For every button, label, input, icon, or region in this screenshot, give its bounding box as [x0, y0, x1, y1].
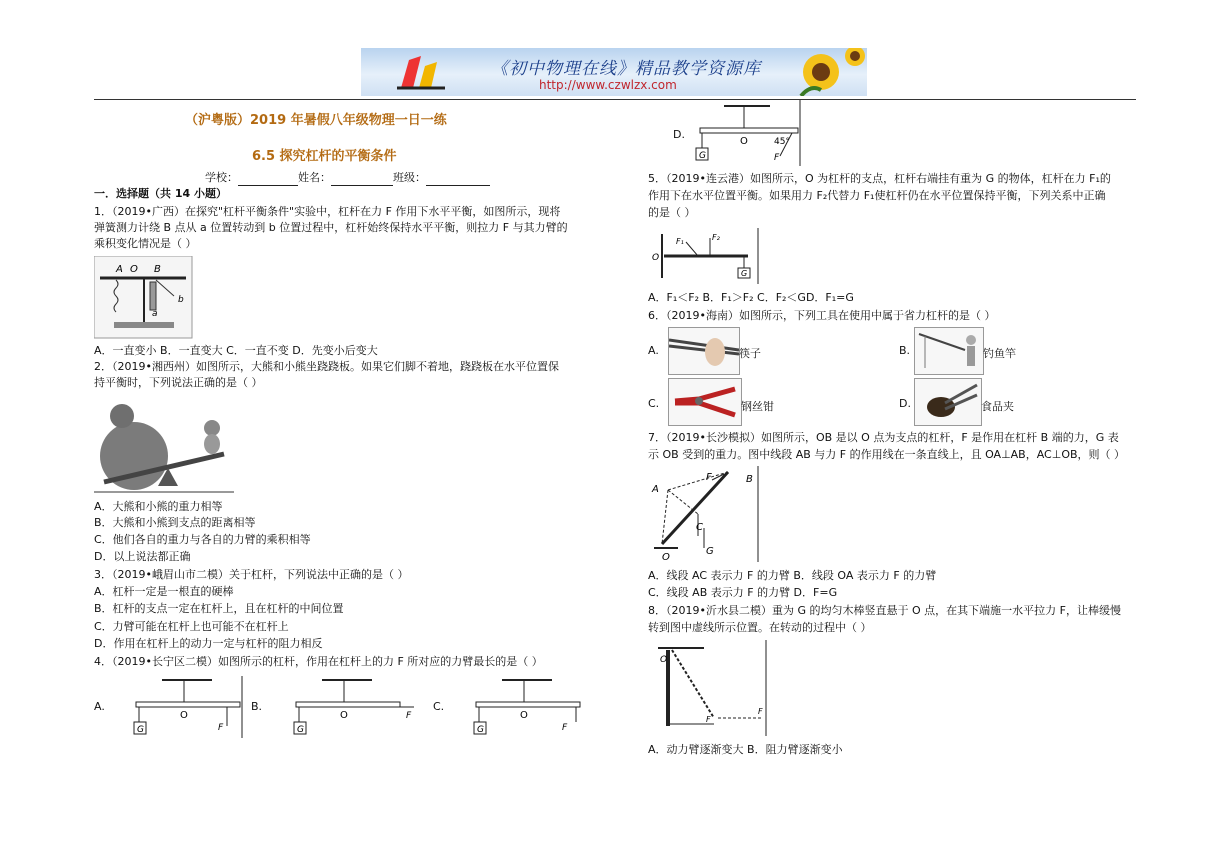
- q3-option-d: D．作用在杠杆上的动力一定与杠杆的阻力相反: [94, 637, 323, 650]
- q6-text-a: 筷子: [739, 347, 761, 360]
- q4c-g: G: [477, 725, 484, 735]
- q8-f1: F: [706, 715, 711, 724]
- q4c-o: O: [520, 710, 528, 721]
- header-banner: [361, 48, 867, 96]
- q1-label-a: A: [116, 264, 123, 275]
- q4-option-d: D.: [673, 128, 685, 141]
- q7-a: A: [652, 484, 659, 495]
- q3-line: 3．（2019•峨眉山市二模）关于杠杆，下列说法中正确的是（ ）: [94, 568, 409, 581]
- q1-label-bb: b: [178, 295, 184, 305]
- q8-line-1: 8．（2019•沂水县二模）重为 G 的均匀木棒竖直悬于 O 点，在其下端施一水平拉力 F，让棒缓慢: [648, 604, 1121, 617]
- q8-line-2: 转到图中虚线所示位置。在转动的过程中（ ）: [648, 621, 872, 634]
- q4-option-b: B.: [251, 700, 263, 713]
- q1-label-o: O: [130, 264, 138, 275]
- q4a-f: F: [218, 723, 224, 733]
- name-blank[interactable]: [331, 173, 393, 186]
- q1-label-b: B: [154, 264, 161, 275]
- q7-line-2: 示 OB 受到的重力。图中线段 AB 与力 F 的作用线在一条直线上，且 OA⊥AB，AC⊥OB，则（ ）: [648, 448, 1126, 461]
- class-blank[interactable]: [426, 173, 490, 186]
- q7-figure: [648, 466, 760, 562]
- q8-options: A．动力臂逐渐变大 B．阻力臂逐渐变小: [648, 743, 843, 756]
- q1-line-2: 弹簧测力计绕 B 点从 a 位置转动到 b 位置过程中，杠杆始终保持水平平衡，则拉力 F 与其力臂的: [94, 221, 568, 234]
- q5-line-1: 5．（2019•连云港）如图所示，O 为杠杆的支点，杠杆右端挂有重为 G 的物体，杠杆在力 F₁的: [648, 172, 1111, 185]
- q2-figure-bears: [94, 398, 234, 494]
- q2-option-a: A．大熊和小熊的重力相等: [94, 500, 223, 513]
- q6-option-a: A.: [648, 344, 659, 357]
- q6-option-c: C.: [648, 397, 660, 410]
- q1-label-aa: a: [152, 309, 158, 319]
- q5-f1: F₁: [676, 237, 684, 246]
- q3-option-c: C．力臂可能在杠杆上也可能不在杠杆上: [94, 620, 289, 633]
- q6-text-d: 食品夹: [981, 400, 1014, 413]
- q5-g: G: [741, 269, 748, 278]
- q7-b: B: [746, 474, 753, 485]
- sunflower-icon: [781, 48, 867, 96]
- q1-line-1: 1．（2019•广西）在探究"杠杆平衡条件"实验中，杠杆在力 F 作用下水平平衡，如图所示，现将: [94, 205, 561, 218]
- q4b-o: O: [340, 710, 348, 721]
- q7-options-2: C．线段 AB 表示力 F 的力臂 D．F=G: [648, 586, 838, 599]
- q5-f2: F₂: [712, 233, 720, 242]
- school-label: 学校：: [205, 171, 238, 184]
- q4-figure-b: [282, 676, 422, 738]
- page-title: （沪粤版）2019 年暑假八年级物理一日一练: [185, 113, 447, 128]
- pliers-photo: [668, 378, 742, 426]
- q6-text-b: 钓鱼竿: [983, 347, 1016, 360]
- q4a-g: G: [137, 725, 144, 735]
- q2-line-2: 持平衡时，下列说法正确的是（ ）: [94, 376, 263, 389]
- q4-option-c: C.: [433, 700, 445, 713]
- q8-f2: F: [758, 707, 763, 716]
- section-heading: 一．选择题（共 14 小题）: [94, 187, 227, 200]
- q1-options: A．一直变小 B．一直变大 C．一直不变 D．先变小后变大: [94, 344, 378, 357]
- q2-option-b: B．大熊和小熊到支点的距离相等: [94, 516, 256, 529]
- q1-line-3: 乘积变化情况是（ ）: [94, 237, 197, 250]
- q7-options-1: A．线段 AC 表示力 F 的力臂 B．线段 OA 表示力 F 的力臂: [648, 569, 937, 582]
- q7-g: G: [706, 546, 714, 557]
- fishing-rod-photo: [914, 327, 984, 375]
- name-label: 姓名：: [298, 171, 331, 184]
- q4b-f: F: [406, 711, 412, 721]
- q7-f: F: [706, 472, 712, 483]
- chopsticks-photo: [668, 327, 740, 375]
- school-blank[interactable]: [238, 173, 298, 186]
- q5-line-3: 的是（ ）: [648, 206, 696, 219]
- q6-text-c: 钢丝钳: [741, 400, 774, 413]
- q8-figure: [648, 640, 768, 736]
- q4-line: 4．（2019•长宁区二模）如图所示的杠杆，作用在杠杆上的力 F 所对应的力臂最长的是（ ）: [94, 655, 543, 668]
- q6-option-b: B.: [899, 344, 911, 357]
- q4c-f: F: [562, 723, 568, 733]
- q1-figure: [94, 256, 194, 340]
- q2-line-1: 2．（2019•湘西州）如图所示，大熊和小熊坐跷跷板。如果它们脚不着地，跷跷板在水平位置保: [94, 360, 559, 373]
- q5-line-2: 作用下在水平位置平衡。如果用力 F₂代替力 F₁使杠杆仍在水平位置保持平衡，下列关系中正确: [648, 189, 1106, 202]
- q2-option-c: C．他们各自的重力与各自的力臂的乘积相等: [94, 533, 311, 546]
- q4-figure-d: [688, 100, 802, 166]
- q7-o: O: [662, 552, 670, 562]
- class-label: 班级：: [393, 171, 426, 184]
- q4-option-a: A.: [94, 700, 105, 713]
- q5-o: O: [652, 253, 660, 263]
- q4d-o: O: [740, 136, 748, 147]
- logo-icon: [391, 52, 461, 92]
- q4d-angle: 45°: [774, 137, 790, 147]
- q6-line: 6．（2019•海南）如图所示，下列工具在使用中属于省力杠杆的是（ ）: [648, 309, 996, 322]
- banner-title: 《初中物理在线》精品教学资源库: [491, 59, 761, 79]
- q6-option-d: D.: [899, 397, 911, 410]
- q7-line-1: 7．（2019•长沙模拟）如图所示，OB 是以 O 点为支点的杠杆，F 是作用在杠杆 B 端的力，G 表: [648, 431, 1119, 444]
- q5-options: A．F₁＜F₂ B．F₁＞F₂ C．F₂＜GD．F₁=G: [648, 291, 854, 304]
- q4b-g: G: [297, 725, 304, 735]
- q5-figure: [648, 228, 760, 284]
- banner-url[interactable]: http://www.czwlzx.com: [539, 78, 677, 92]
- q4d-g: G: [699, 151, 706, 161]
- q4d-f: F: [774, 153, 780, 163]
- q2-option-d: D．以上说法都正确: [94, 550, 191, 563]
- info-fields: [205, 170, 490, 186]
- food-tongs-photo: [914, 378, 982, 426]
- q4a-o: O: [180, 710, 188, 721]
- page-subtitle: 6.5 探究杠杆的平衡条件: [252, 149, 397, 164]
- q4-figure-a: [122, 676, 244, 738]
- q4-figure-c: [462, 676, 584, 738]
- q8-o: O: [660, 655, 668, 665]
- q3-option-a: A．杠杆一定是一根直的硬棒: [94, 585, 234, 598]
- q7-c: C: [696, 522, 703, 533]
- q3-option-b: B．杠杆的支点一定在杠杆上，且在杠杆的中间位置: [94, 602, 344, 615]
- header-rule: [94, 99, 1136, 100]
